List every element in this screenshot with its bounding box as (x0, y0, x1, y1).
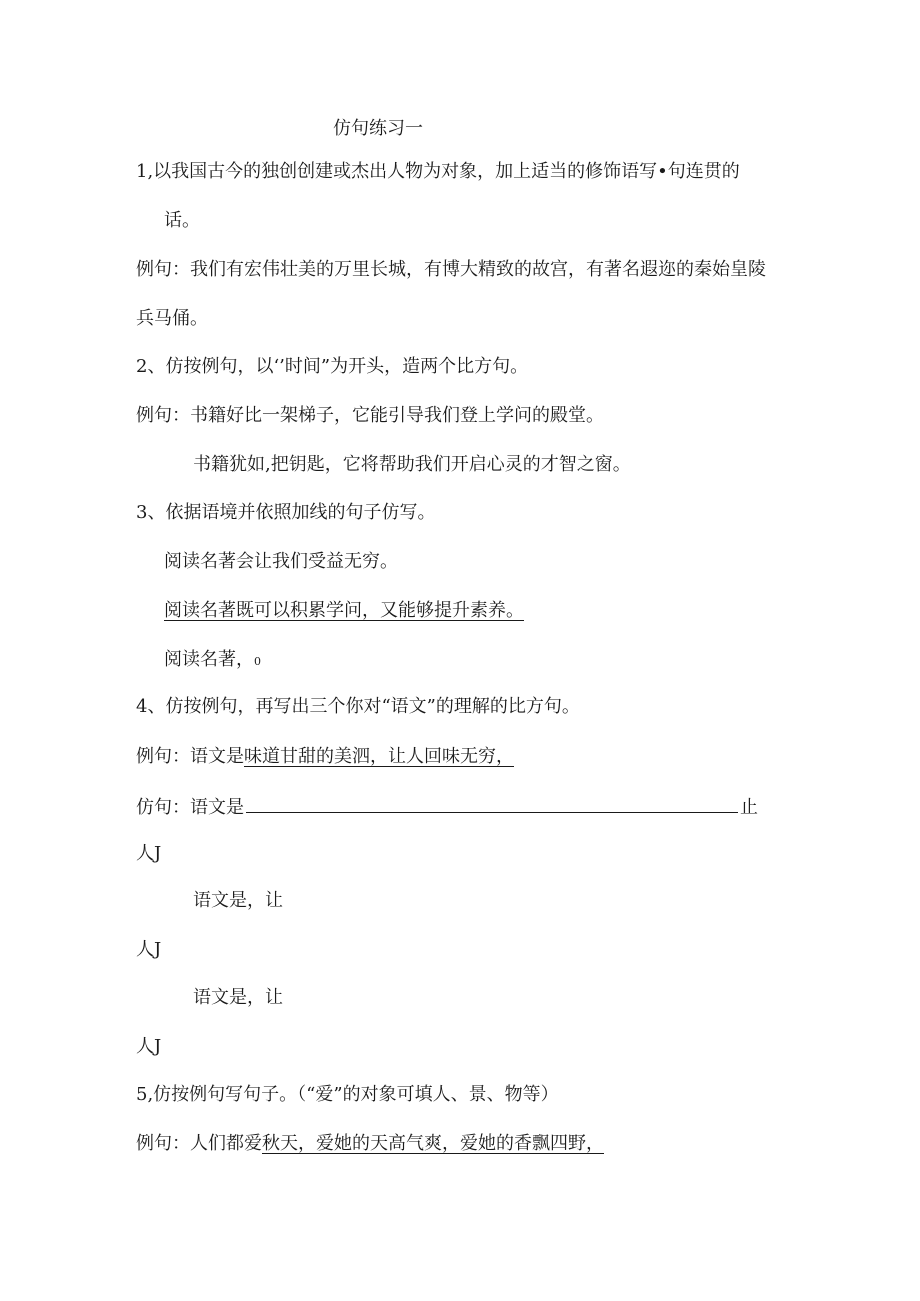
question-4-example-prefix: 例句：语文是 (136, 746, 244, 767)
question-4-answer-blank[interactable] (246, 794, 738, 813)
question-5-example (136, 1132, 604, 1156)
question-1-prompt-line-1: 1,以我国古今的独创创建或杰出人物为对象，加上适当的修饰语写•句连贯的 (136, 161, 740, 182)
question-4-continuation-1: 人J (136, 843, 162, 864)
question-1-prompt-line-2: 话。 (164, 210, 200, 231)
question-5-example-prefix: 例句：人们都爱 (136, 1133, 262, 1154)
question-4-example-underlined: 味道甘甜的美泗，让人回味无穷， (244, 746, 514, 767)
question-1-example-line-2: 兵马俑。 (136, 308, 208, 329)
question-3-line-3-mark: 0 (254, 655, 261, 668)
question-4-example (136, 745, 514, 769)
question-4-imitate-suffix: 止 (740, 797, 758, 818)
question-4-row-2: 语文是，让 (193, 890, 283, 911)
question-2-example-line-1: 例句：书籍好比一架梯子，它能引导我们登上学问的殿堂。 (136, 405, 604, 426)
question-3-line-1: 阅读名著会让我们受益无穷。 (164, 551, 398, 572)
question-5-prompt: 5,仿按例句写句子。（“爱”的对象可填人、景、物等） (136, 1084, 559, 1105)
question-4-imitate-line (136, 794, 758, 820)
question-2-example-line-2: 书籍犹如,把钥匙，它将帮助我们开启心灵的才智之窗。 (193, 454, 631, 475)
question-1-example-line-1: 例句：我们有宏伟壮美的万里长城，有博大精致的故宫，有著名遐迩的秦始皇陵 (136, 259, 766, 280)
question-4-prompt: 4、仿按例句，再写出三个你对“语文”的理解的比方句。 (136, 696, 580, 717)
question-4-row-3: 语文是，让 (193, 987, 283, 1008)
question-4-imitate-prefix: 仿句：语文是 (136, 797, 244, 818)
page-title: 仿句练习一 (333, 118, 423, 139)
question-3-line-3-text: 阅读名著， (164, 649, 254, 670)
question-3-underlined-sentence: 阅读名著既可以积累学问，又能够提升素养。 (164, 600, 524, 621)
question-5-example-underlined: 秋天，爱她的天高气爽，爱她的香飘四野， (262, 1133, 604, 1154)
question-4-continuation-3: 人J (136, 1036, 162, 1057)
question-3-prompt: 3、依据语境并依照加线的句子仿写。 (136, 502, 436, 523)
question-2-prompt: 2、仿按例句，以‘’时间”为开头，造两个比方句。 (136, 356, 529, 377)
question-4-continuation-2: 人J (136, 939, 162, 960)
question-3-line-3 (164, 648, 261, 674)
